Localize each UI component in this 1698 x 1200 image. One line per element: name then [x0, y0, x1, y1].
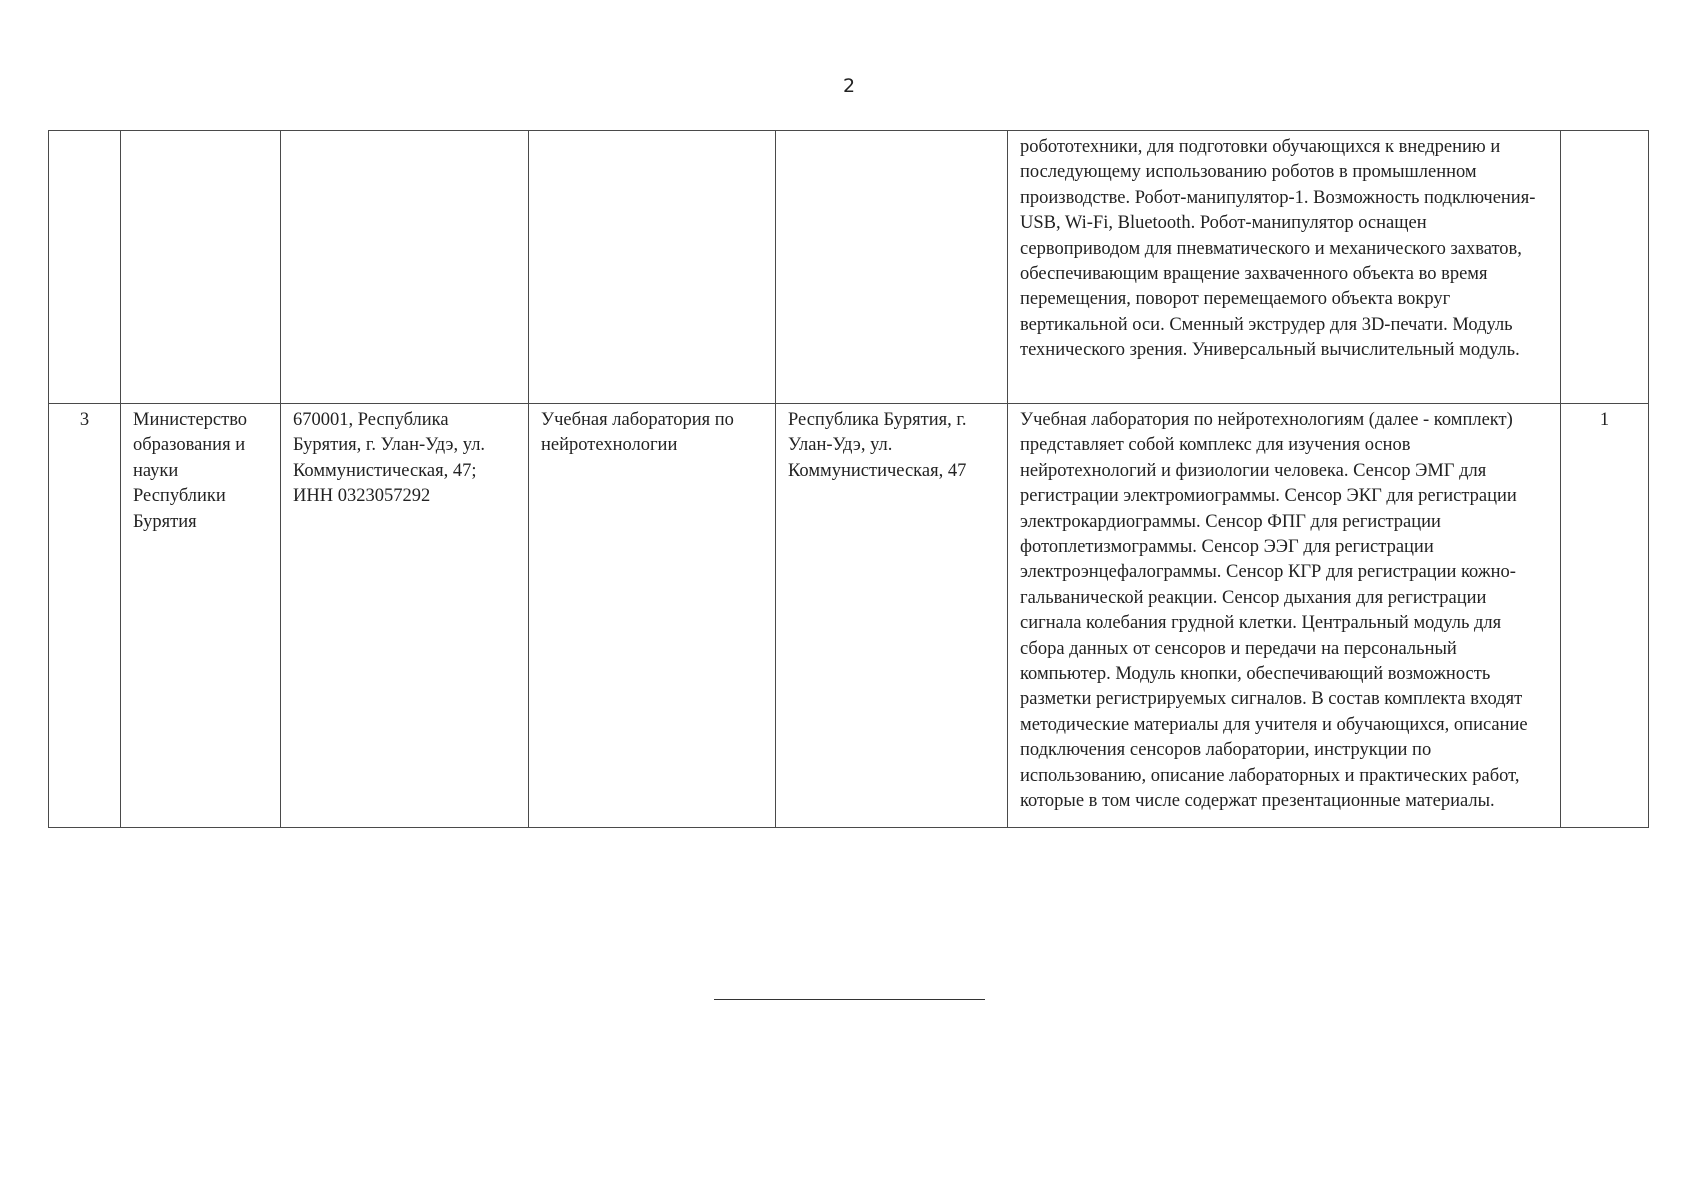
quantity-cell: 1: [1561, 404, 1649, 828]
equipment-name-cell: [529, 131, 776, 404]
equipment-name-cell: Учебная лаборатория по нейротехнологии: [529, 404, 776, 828]
organization-cell: Министерство образования и науки Республики Бурятия: [121, 404, 281, 828]
organization-cell: [121, 131, 281, 404]
row-number-cell: 3: [49, 404, 121, 828]
table-row: [49, 131, 1649, 404]
location-cell: Республика Бурятия, г. Улан-Удэ, ул. Коммунистическая, 47: [776, 404, 1008, 828]
page-number: 2: [842, 75, 856, 97]
quantity-cell: [1561, 131, 1649, 404]
end-of-document-line: [714, 999, 985, 1000]
row-number-cell: [49, 131, 121, 404]
description-cell: Учебная лаборатория по нейротехнологиям (далее - комплект) представляет собой комплекс для изучения основ нейротехнологий и физиологии человека. Сенсор ЭМГ для регистрации электромиограммы. Сенсор ЭКГ для регистрации электрокардиограммы. Сенсор ФПГ для регистрации фотоплетизмограммы. Сенсор ЭЭГ для регистрации электроэнцефалограммы. Сенсор КГР для регистрации кожно-гальванической реакции. Сенсор дыхания для регистрации сигнала колебания грудной клетки. Центральный модуль для сбора данных от сенсоров и передачи на персональный компьютер. Модуль кнопки, обеспечивающий возможность разметки регистрируемых сигналов. В состав комплекта входят методические материалы для учителя и обучающихся, описание подключения сенсоров лаборатории, инструкции по использованию, описание лабораторных и практических работ, которые в том числе содержат презентационные материалы.: [1008, 404, 1561, 828]
table-row: [49, 404, 1649, 828]
location-cell: [776, 131, 1008, 404]
equipment-table: [48, 130, 1649, 828]
address-cell: [281, 131, 529, 404]
description-cell: робототехники, для подготовки обучающихся к внедрению и последующему использованию роботов в промышленном производстве. Робот-манипулятор-1. Возможность подключения- USB, Wi-Fi, Bluetooth. Робот-манипулятор оснащен сервоприводом для пневматического и механического захватов, обеспечивающим вращение захваченного объекта во время перемещения, поворот перемещаемого объекта вокруг вертикальной оси. Сменный экструдер для 3D-печати. Модуль технического зрения. Универсальный вычислительный модуль.: [1008, 131, 1561, 404]
address-cell: 670001, Республика Бурятия, г. Улан-Удэ, ул. Коммунистическая, 47; ИНН 0323057292: [281, 404, 529, 828]
